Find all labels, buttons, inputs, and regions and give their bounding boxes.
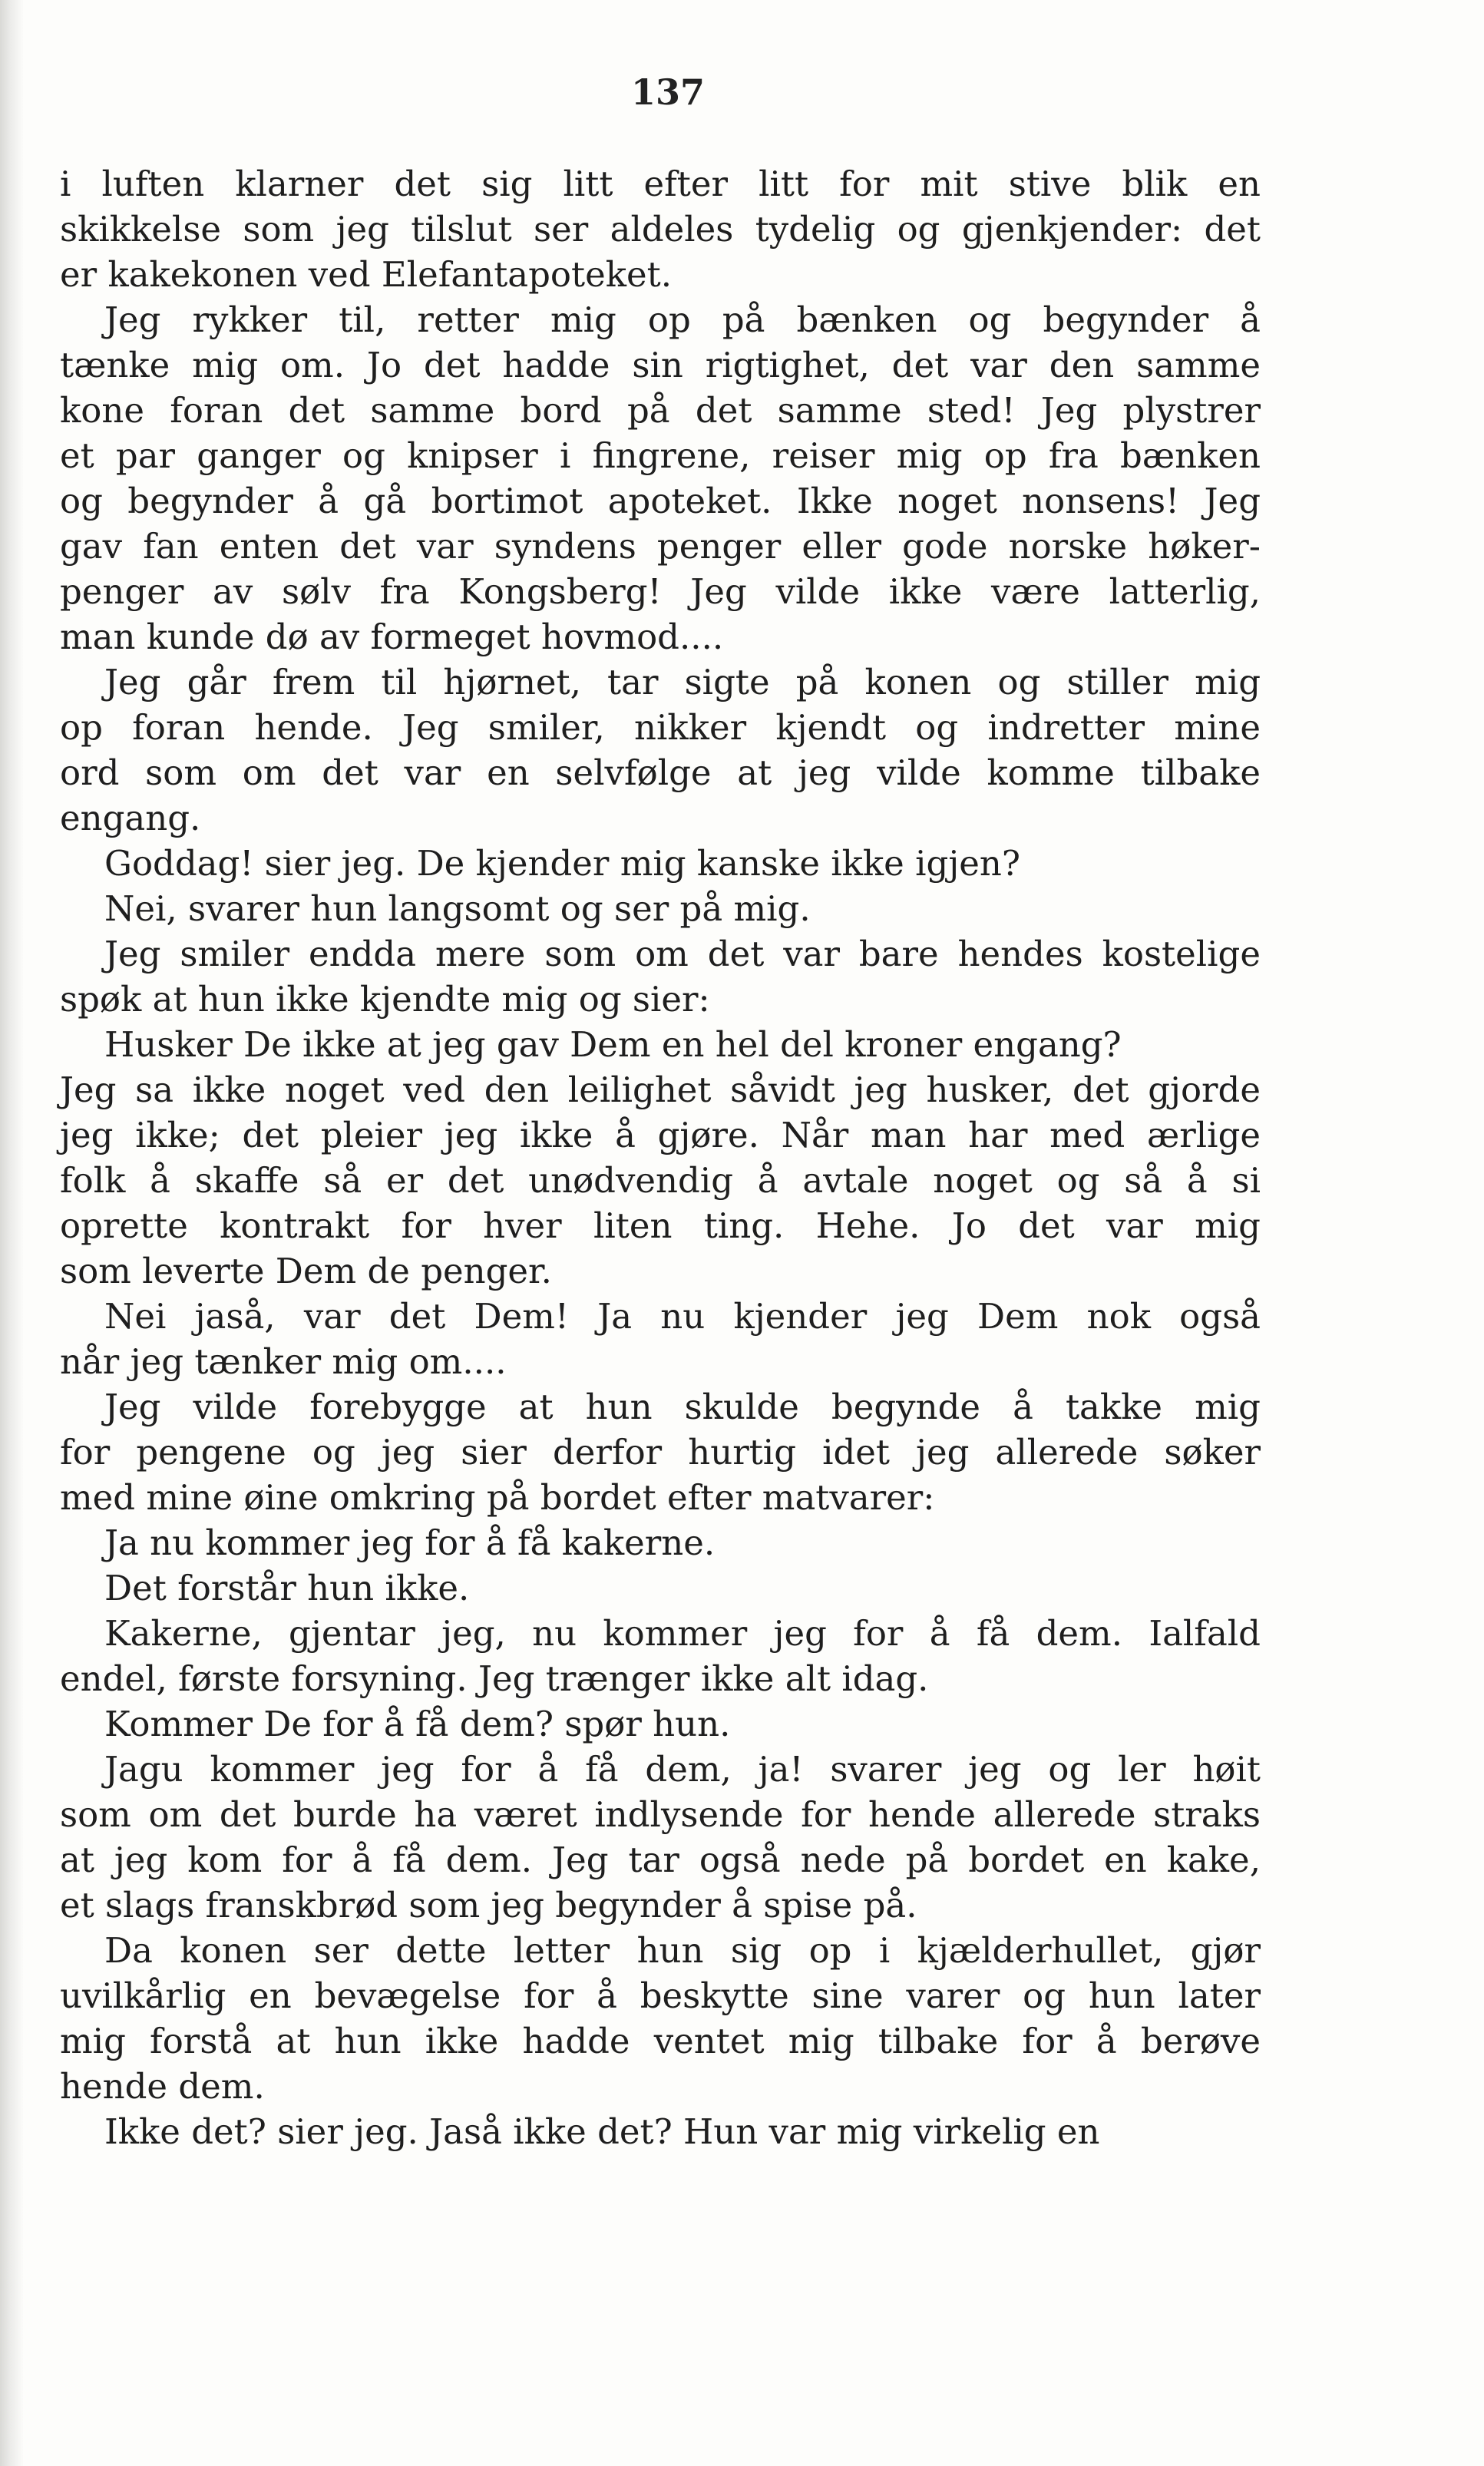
text-line: med mine øine omkring på bordet efter matvarer: [60, 1477, 935, 1518]
page-binding-shadow [0, 0, 23, 2466]
text-line: uvilkårlig en bevægelse for å beskytte sine varer og hun later [60, 1975, 1261, 2016]
text-line: Jeg sa ikke noget ved den leilighet såvidt jeg husker, det gjorde [60, 1069, 1261, 1110]
text-line: Nei, svarer hun langsomt og ser på mig. [104, 888, 811, 929]
text-line: gav fan enten det var syndens penger eller gode norske høker- [60, 526, 1261, 567]
text-line: man kunde dø av formeget hovmod.... [60, 616, 724, 657]
text-line: kone foran det samme bord på det samme sted! Jeg plystrer [60, 390, 1261, 431]
text-line: penger av sølv fra Kongsberg! Jeg vilde ikke være latterlig, [60, 571, 1261, 612]
text-line: og begynder å gå bortimot apoteket. Ikke noget nonsens! Jeg [60, 481, 1261, 521]
text-line: Da konen ser dette letter hun sig op i kjælderhullet, gjør [104, 1930, 1261, 1971]
text-line: skikkelse som jeg tilslut ser aldeles tydelig og gjenkjender: det [60, 209, 1261, 250]
text-line: et slags franskbrød som jeg begynder å spise på. [60, 1885, 917, 1926]
text-line: et par ganger og knipser i fingrene, reiser mig op fra bænken [60, 435, 1261, 476]
text-line: er kakekonen ved Elefantapoteket. [60, 254, 673, 295]
text-line: Jeg vilde forebygge at hun skulde begynde å takke mig [104, 1387, 1261, 1427]
text-line: Goddag! sier jeg. De kjender mig kanske ikke igjen? [104, 843, 1021, 884]
text-line: oprette kontrakt for hver liten ting. Hehe. Jo det var mig [60, 1205, 1261, 1246]
text-line: for pengene og jeg sier derfor hurtig idet jeg allerede søker [60, 1432, 1261, 1473]
text-line: når jeg tænker mig om.... [60, 1341, 507, 1382]
text-line: Det forstår hun ikke. [104, 1568, 470, 1608]
text-line: Ja nu kommer jeg for å få kakerne. [104, 1522, 716, 1563]
text-line: Husker De ikke at jeg gav Dem en hel del kroner engang? [104, 1024, 1122, 1065]
text-line: mig forstå at hun ikke hadde ventet mig tilbake for å berøve [60, 2021, 1261, 2061]
text-line: at jeg kom for å få dem. Jeg tar også nede på bordet en kake, [60, 1840, 1261, 1880]
page-number: 137 [630, 71, 706, 113]
text-line: tænke mig om. Jo det hadde sin rigtighet, det var den samme [60, 345, 1261, 385]
text-line: Nei jaså, var det Dem! Ja nu kjender jeg Dem nok også [104, 1296, 1261, 1337]
text-line: op foran hende. Jeg smiler, nikker kjendt og indretter mine [60, 707, 1261, 748]
text-line: folk å skaffe så er det unødvendig å avtale noget og så å si [60, 1160, 1261, 1201]
text-line: jeg ikke; det pleier jeg ikke å gjøre. Når man har med ærlige [60, 1115, 1261, 1155]
text-line: endel, første forsyning. Jeg trænger ikke alt idag. [60, 1658, 929, 1699]
text-line: Kommer De for å få dem? spør hun. [104, 1704, 731, 1744]
text-line: Jeg smiler endda mere som om det var bare hendes kostelige [104, 934, 1261, 974]
text-line: Ikke det? sier jeg. Jaså ikke det? Hun var mig virkelig en [104, 2111, 1100, 2152]
text-line: Jeg går frem til hjørnet, tar sigte på konen og stiller mig [104, 662, 1261, 702]
text-line: i luften klarner det sig litt efter litt for mit stive blik en [60, 164, 1261, 204]
text-line: som leverte Dem de penger. [60, 1251, 552, 1291]
text-line: ord som om det var en selvfølge at jeg vilde komme tilbake [60, 752, 1261, 793]
text-line: Kakerne, gjentar jeg, nu kommer jeg for å få dem. Ialfald [104, 1613, 1261, 1654]
text-line: engang. [60, 798, 201, 838]
text-line: Jeg rykker til, retter mig op på bænken og begynder å [104, 299, 1261, 340]
text-line: spøk at hun ikke kjendte mig og sier: [60, 979, 710, 1020]
text-line: hende dem. [60, 2066, 265, 2107]
body-text [60, 161, 1261, 2154]
text-line: som om det burde ha været indlysende for hende allerede straks [60, 1794, 1261, 1835]
text-line: Jagu kommer jeg for å få dem, ja! svarer jeg og ler høit [104, 1749, 1261, 1790]
